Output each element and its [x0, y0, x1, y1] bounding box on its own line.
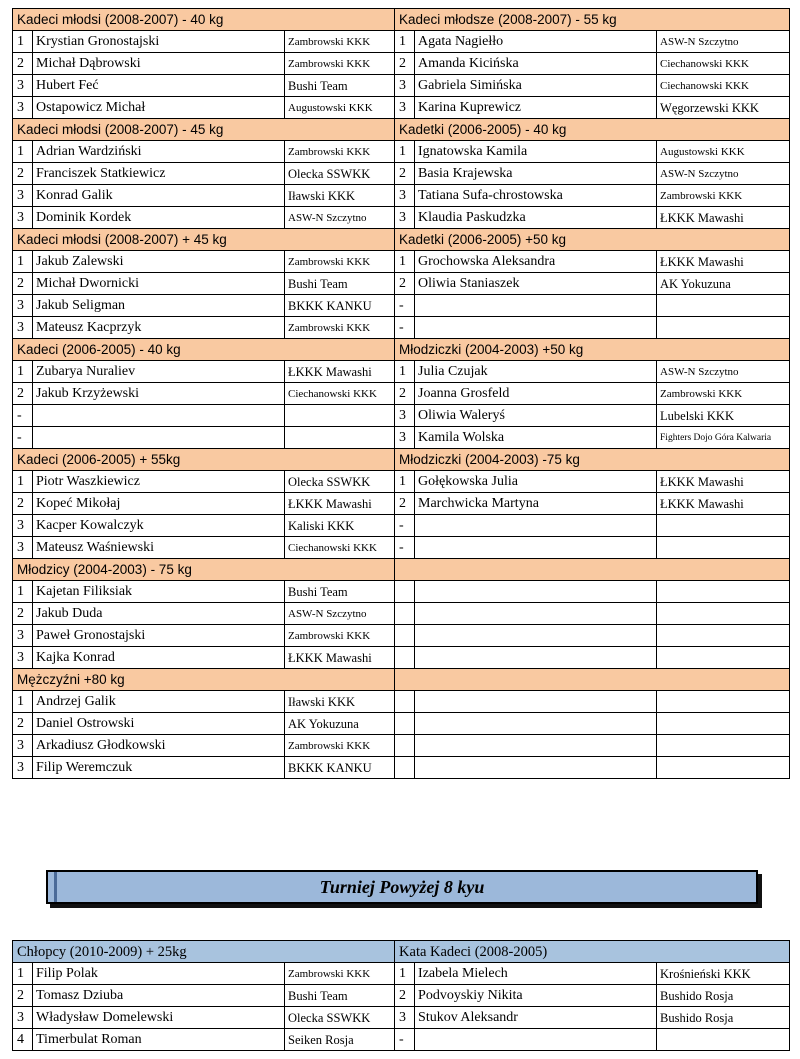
table-row	[13, 1007, 790, 1029]
place-cell: 1	[13, 361, 33, 383]
place-cell: 2	[13, 603, 33, 625]
table-row	[13, 141, 790, 163]
club-name	[657, 691, 790, 713]
category-title-right: Kadetki (2006-2005) - 40 kg	[395, 119, 790, 141]
club-name: Fighters Dojo Góra Kalwaria	[657, 427, 790, 449]
club-name: BKKK KANKU	[285, 295, 395, 317]
table-row	[13, 985, 790, 1007]
competitor-name: Izabela Mielech	[415, 963, 657, 985]
place-cell: 1	[13, 691, 33, 713]
competitor-name: Timerbulat Roman	[33, 1029, 285, 1051]
club-name: ŁKKK Mawashi	[657, 207, 790, 229]
competitor-name: Hubert Feć	[33, 75, 285, 97]
table-row	[13, 427, 790, 449]
place-cell: 3	[395, 75, 415, 97]
competitor-name: Jakub Duda	[33, 603, 285, 625]
club-name: Bushido Rosja	[657, 985, 790, 1007]
table-row	[13, 735, 790, 757]
tournament-banner	[46, 870, 762, 906]
place-cell: 2	[395, 985, 415, 1007]
club-name	[657, 515, 790, 537]
results-table-top	[12, 8, 790, 779]
club-name: Lubelski KKK	[657, 405, 790, 427]
banner-box	[46, 870, 758, 904]
club-name: Zambrowski KKK	[285, 141, 395, 163]
club-name: Iławski KKK	[285, 185, 395, 207]
competitor-name	[415, 625, 657, 647]
place-cell: 1	[13, 251, 33, 273]
place-cell: 3	[13, 207, 33, 229]
club-name	[657, 735, 790, 757]
place-cell: -	[395, 537, 415, 559]
place-cell	[395, 735, 415, 757]
place-cell: 1	[13, 31, 33, 53]
club-name: ASW-N Szczytno	[285, 207, 395, 229]
competitor-name: Gołękowska Julia	[415, 471, 657, 493]
competitor-name: Oliwia Staniaszek	[415, 273, 657, 295]
table-row	[13, 1029, 790, 1051]
club-name: Zambrowski KKK	[285, 735, 395, 757]
competitor-name	[415, 515, 657, 537]
place-cell	[395, 757, 415, 779]
competitor-name: Kamila Wolska	[415, 427, 657, 449]
category-title-right	[395, 669, 790, 691]
competitor-name: Filip Polak	[33, 963, 285, 985]
category-header-row	[13, 339, 790, 361]
place-cell: 3	[395, 185, 415, 207]
place-cell: 3	[13, 317, 33, 339]
club-name: Bushi Team	[285, 75, 395, 97]
banner-stripe	[54, 872, 57, 902]
category-title-right: Młodziczki (2004-2003) +50 kg	[395, 339, 790, 361]
competitor-name: Klaudia Paskudzka	[415, 207, 657, 229]
category-header-row	[13, 229, 790, 251]
place-cell	[395, 625, 415, 647]
table-row	[13, 31, 790, 53]
category-title-right: Kadeci młodsze (2008-2007) - 55 kg	[395, 9, 790, 31]
category-header-row	[13, 449, 790, 471]
club-name	[657, 1029, 790, 1051]
place-cell: 2	[13, 53, 33, 75]
club-name: Augustowski KKK	[285, 97, 395, 119]
category-header-row	[13, 559, 790, 581]
club-name: Ciechanowski KKK	[657, 75, 790, 97]
competitor-name: Joanna Grosfeld	[415, 383, 657, 405]
club-name: AK Yokuzuna	[657, 273, 790, 295]
table-row	[13, 75, 790, 97]
place-cell: 1	[395, 361, 415, 383]
competitor-name	[33, 405, 285, 427]
place-cell: 3	[13, 295, 33, 317]
club-name: Zambrowski KKK	[285, 53, 395, 75]
club-name	[657, 713, 790, 735]
competitor-name: Ignatowska Kamila	[415, 141, 657, 163]
place-cell: 1	[13, 141, 33, 163]
table-row	[13, 537, 790, 559]
club-name: ŁKKK Mawashi	[657, 251, 790, 273]
table-row	[13, 713, 790, 735]
club-name: Bushi Team	[285, 581, 395, 603]
place-cell: 1	[13, 581, 33, 603]
club-name: ŁKKK Mawashi	[285, 647, 395, 669]
competitor-name: Dominik Kordek	[33, 207, 285, 229]
place-cell	[395, 713, 415, 735]
competitor-name: Tomasz Dziuba	[33, 985, 285, 1007]
table-row	[13, 273, 790, 295]
club-name: ASW-N Szczytno	[285, 603, 395, 625]
club-name: Zambrowski KKK	[285, 31, 395, 53]
competitor-name: Julia Czujak	[415, 361, 657, 383]
place-cell: 2	[13, 273, 33, 295]
competitor-name	[33, 427, 285, 449]
club-name: Zambrowski KKK	[285, 317, 395, 339]
place-cell: 3	[395, 207, 415, 229]
club-name: Bushido Rosja	[657, 1007, 790, 1029]
place-cell	[395, 647, 415, 669]
place-cell: 3	[395, 97, 415, 119]
place-cell: 3	[13, 185, 33, 207]
competitor-name	[415, 581, 657, 603]
table-row	[13, 647, 790, 669]
category-title-left: Kadeci młodsi (2008-2007) - 45 kg	[13, 119, 395, 141]
place-cell: -	[395, 295, 415, 317]
club-name: Zambrowski KKK	[657, 185, 790, 207]
category-header-row	[13, 941, 790, 963]
club-name: Olecka SSWKK	[285, 163, 395, 185]
competitor-name: Stukov Aleksandr	[415, 1007, 657, 1029]
competitor-name: Marchwicka Martyna	[415, 493, 657, 515]
place-cell: 3	[13, 537, 33, 559]
category-title-left: Kadeci (2006-2005) - 40 kg	[13, 339, 395, 361]
table-row	[13, 691, 790, 713]
place-cell: 1	[395, 963, 415, 985]
category-header-row	[13, 119, 790, 141]
competitor-name	[415, 735, 657, 757]
club-name: ŁKKK Mawashi	[285, 361, 395, 383]
table-row	[13, 581, 790, 603]
place-cell: 4	[13, 1029, 33, 1051]
competitor-name: Arkadiusz Głodkowski	[33, 735, 285, 757]
competitor-name: Gabriela Simińska	[415, 75, 657, 97]
competitor-name: Kopeć Mikołaj	[33, 493, 285, 515]
club-name: ASW-N Szczytno	[657, 163, 790, 185]
club-name: Seiken Rosja	[285, 1029, 395, 1051]
competitor-name: Piotr Waszkiewicz	[33, 471, 285, 493]
category-title-right: Młodziczki (2004-2003) -75 kg	[395, 449, 790, 471]
place-cell: 3	[13, 625, 33, 647]
competitor-name: Konrad Galik	[33, 185, 285, 207]
place-cell: -	[13, 427, 33, 449]
place-cell: 2	[13, 383, 33, 405]
club-name: Bushi Team	[285, 273, 395, 295]
competitor-name: Michał Dąbrowski	[33, 53, 285, 75]
place-cell	[395, 603, 415, 625]
club-name: Ciechanowski KKK	[657, 53, 790, 75]
table-row	[13, 471, 790, 493]
club-name: Ciechanowski KKK	[285, 383, 395, 405]
competitor-name: Karina Kuprewicz	[415, 97, 657, 119]
competitor-name: Michał Dwornicki	[33, 273, 285, 295]
club-name	[285, 405, 395, 427]
table-row	[13, 515, 790, 537]
competitor-name: Jakub Zalewski	[33, 251, 285, 273]
competitor-name	[415, 317, 657, 339]
club-name	[657, 647, 790, 669]
table-row	[13, 295, 790, 317]
competitor-name: Andrzej Galik	[33, 691, 285, 713]
place-cell: 2	[395, 273, 415, 295]
competitor-name	[415, 647, 657, 669]
place-cell: 1	[13, 471, 33, 493]
table-row	[13, 97, 790, 119]
table-row	[13, 603, 790, 625]
club-name	[657, 625, 790, 647]
category-title-right: Kadetki (2006-2005) +50 kg	[395, 229, 790, 251]
competitor-name: Podvoyskiy Nikita	[415, 985, 657, 1007]
category-title-left: Chłopcy (2010-2009) + 25kg	[13, 941, 395, 963]
place-cell: 1	[395, 471, 415, 493]
competitor-name: Mateusz Kacprzyk	[33, 317, 285, 339]
category-title-right: Kata Kadeci (2008-2005)	[395, 941, 790, 963]
category-header-row	[13, 669, 790, 691]
table-row	[13, 317, 790, 339]
club-name: AK Yokuzuna	[285, 713, 395, 735]
place-cell: -	[13, 405, 33, 427]
competitor-name: Tatiana Sufa-chrostowska	[415, 185, 657, 207]
place-cell: 2	[13, 493, 33, 515]
club-name	[657, 295, 790, 317]
club-name: Olecka SSWKK	[285, 471, 395, 493]
place-cell: 1	[13, 963, 33, 985]
competitor-name: Agata Nagiełło	[415, 31, 657, 53]
club-name	[657, 537, 790, 559]
competitor-name: Amanda Kicińska	[415, 53, 657, 75]
club-name	[285, 427, 395, 449]
competitor-name	[415, 1029, 657, 1051]
competitor-name	[415, 691, 657, 713]
table-row	[13, 361, 790, 383]
category-header-row	[13, 9, 790, 31]
place-cell: 3	[13, 647, 33, 669]
competitor-name: Jakub Krzyżewski	[33, 383, 285, 405]
club-name: Augustowski KKK	[657, 141, 790, 163]
competitor-name: Mateusz Waśniewski	[33, 537, 285, 559]
place-cell: 3	[395, 405, 415, 427]
place-cell	[395, 691, 415, 713]
place-cell: 2	[395, 493, 415, 515]
club-name: ASW-N Szczytno	[657, 361, 790, 383]
place-cell: 2	[395, 163, 415, 185]
place-cell: 3	[13, 97, 33, 119]
competitor-name: Kacper Kowalczyk	[33, 515, 285, 537]
club-name	[657, 581, 790, 603]
competitor-name	[415, 537, 657, 559]
place-cell: 3	[13, 515, 33, 537]
table-row	[13, 53, 790, 75]
results-table-bottom	[12, 940, 790, 1051]
table-row	[13, 757, 790, 779]
club-name: Ciechanowski KKK	[285, 537, 395, 559]
category-title-right	[395, 559, 790, 581]
place-cell: 2	[13, 713, 33, 735]
place-cell	[395, 581, 415, 603]
club-name	[657, 603, 790, 625]
table-row	[13, 251, 790, 273]
place-cell: 2	[13, 163, 33, 185]
club-name: Kaliski KKK	[285, 515, 395, 537]
table-row	[13, 163, 790, 185]
category-title-left: Młodzicy (2004-2003) - 75 kg	[13, 559, 395, 581]
place-cell: 3	[13, 75, 33, 97]
place-cell: -	[395, 317, 415, 339]
competitor-name: Basia Krajewska	[415, 163, 657, 185]
club-name: BKKK KANKU	[285, 757, 395, 779]
club-name: ŁKKK Mawashi	[657, 493, 790, 515]
banner-title: Turniej Powyżej 8 kyu	[319, 877, 485, 897]
place-cell: 3	[13, 757, 33, 779]
competitor-name: Paweł Gronostajski	[33, 625, 285, 647]
competitor-name: Franciszek Statkiewicz	[33, 163, 285, 185]
competitor-name: Kajka Konrad	[33, 647, 285, 669]
competitor-name: Adrian Wardziński	[33, 141, 285, 163]
club-name	[657, 317, 790, 339]
club-name: ŁKKK Mawashi	[285, 493, 395, 515]
competitor-name: Władysław Domelewski	[33, 1007, 285, 1029]
competitor-name	[415, 603, 657, 625]
table-row	[13, 405, 790, 427]
club-name: Iławski KKK	[285, 691, 395, 713]
competitor-name: Ostapowicz Michał	[33, 97, 285, 119]
club-name: Zambrowski KKK	[285, 625, 395, 647]
place-cell: 3	[395, 427, 415, 449]
place-cell: 3	[13, 735, 33, 757]
competitor-name	[415, 295, 657, 317]
category-title-left: Kadeci (2006-2005) + 55kg	[13, 449, 395, 471]
table-row	[13, 383, 790, 405]
competitor-name: Kajetan Filiksiak	[33, 581, 285, 603]
table-row	[13, 963, 790, 985]
competitor-name: Daniel Ostrowski	[33, 713, 285, 735]
club-name: Krośnieński KKK	[657, 963, 790, 985]
place-cell: 3	[395, 1007, 415, 1029]
competitor-name: Grochowska Aleksandra	[415, 251, 657, 273]
table-row	[13, 185, 790, 207]
table-row	[13, 493, 790, 515]
club-name: ASW-N Szczytno	[657, 31, 790, 53]
table-row	[13, 207, 790, 229]
category-title-left: Kadeci młodsi (2008-2007) + 45 kg	[13, 229, 395, 251]
club-name	[657, 757, 790, 779]
place-cell: 3	[13, 1007, 33, 1029]
competitor-name: Zubarya Nuraliev	[33, 361, 285, 383]
place-cell: 1	[395, 31, 415, 53]
competitor-name: Filip Weremczuk	[33, 757, 285, 779]
club-name: Zambrowski KKK	[285, 963, 395, 985]
club-name: Zambrowski KKK	[657, 383, 790, 405]
table-row	[13, 625, 790, 647]
place-cell: 1	[395, 141, 415, 163]
category-title-left: Kadeci młodsi (2008-2007) - 40 kg	[13, 9, 395, 31]
competitor-name: Jakub Seligman	[33, 295, 285, 317]
club-name: ŁKKK Mawashi	[657, 471, 790, 493]
club-name: Bushi Team	[285, 985, 395, 1007]
competitor-name	[415, 757, 657, 779]
category-title-left: Mężczyźni +80 kg	[13, 669, 395, 691]
place-cell: 1	[395, 251, 415, 273]
place-cell: 2	[395, 383, 415, 405]
club-name: Olecka SSWKK	[285, 1007, 395, 1029]
place-cell: 2	[13, 985, 33, 1007]
place-cell: -	[395, 515, 415, 537]
place-cell: 2	[395, 53, 415, 75]
competitor-name	[415, 713, 657, 735]
place-cell: -	[395, 1029, 415, 1051]
competitor-name: Krystian Gronostajski	[33, 31, 285, 53]
competitor-name: Oliwia Waleryś	[415, 405, 657, 427]
club-name: Węgorzewski KKK	[657, 97, 790, 119]
club-name: Zambrowski KKK	[285, 251, 395, 273]
